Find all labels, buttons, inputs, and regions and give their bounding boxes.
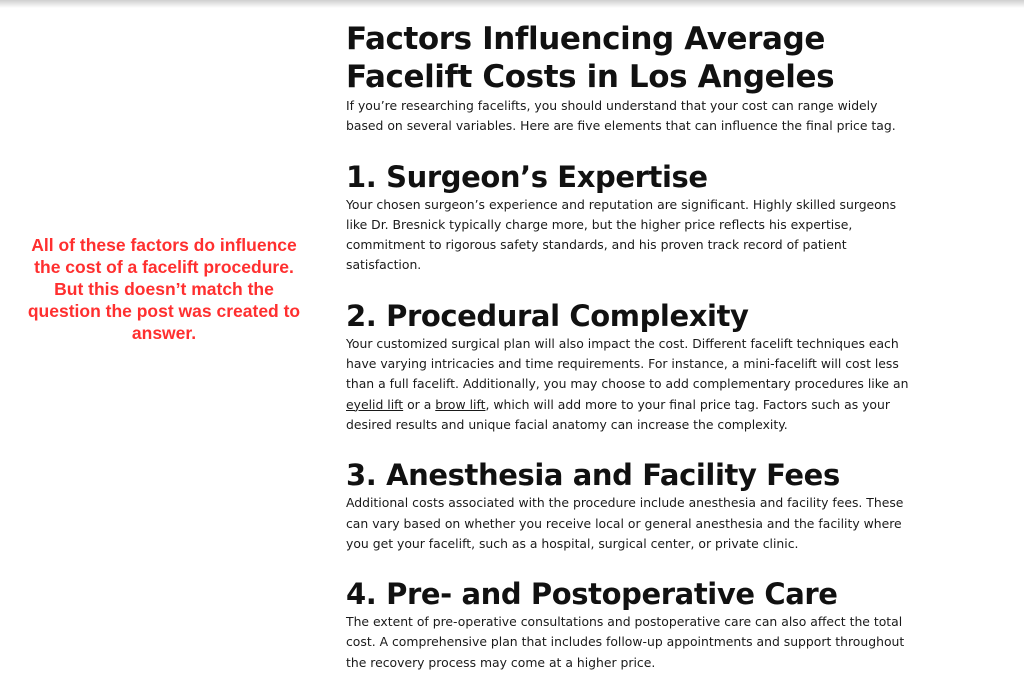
- section-heading: 1. Surgeon’s Expertise: [346, 159, 708, 194]
- section-anesthesia-facility-fees: [346, 457, 916, 554]
- section-body: Additional costs associated with the procedure include anesthesia and facility fees. These can vary based on whether you receive local or general anesthesia and the facility where you get your facelift, such as a hospital, surgical center, or private clinic.: [346, 495, 904, 551]
- eyelid-lift-link[interactable]: eyelid lift: [346, 396, 404, 412]
- section-heading: 2. Procedural Complexity: [346, 298, 749, 333]
- brow-lift-link[interactable]: brow lift: [435, 396, 486, 412]
- section-heading: 3. Anesthesia and Facility Fees: [346, 458, 840, 493]
- section-body-text: or a: [403, 396, 436, 412]
- article: [346, 20, 916, 673]
- section-body: [346, 334, 916, 435]
- section-procedural-complexity: [346, 298, 916, 435]
- section-body-text: Your customized surgical plan will also impact the cost. Different facelift techniques each have varying intricacies and time requirements. For instance, a mini-facelift will cost less than a full facelift. Additionally, you may choose to add complementary procedures like an: [346, 335, 909, 392]
- section-body-text: , which will add more to your final price tag. Factors such as your desired results and unique facial anatomy can increase the complexity.: [346, 396, 890, 432]
- article-title: Factors Influencing Average Facelift Costs in Los Angeles: [346, 21, 835, 95]
- section-body: The extent of pre-operative consultations and postoperative care can also affect the total cost. A comprehensive plan that includes follow-up appointments and support throughout the recovery process may come at a higher price.: [346, 614, 905, 670]
- top-shadow: [0, 0, 1024, 8]
- section-body: Your chosen surgeon’s experience and reputation are significant. Highly skilled surgeons like Dr. Bresnick typically charge more, but the higher price reflects his expertise, commitment to rigorous safety standards, and his proven track record of patient satisfaction.: [346, 196, 897, 273]
- article-intro: If you’re researching facelifts, you should understand that your cost can range widely based on several variables. Here are five elements that can influence the final price tag.: [346, 98, 896, 134]
- section-surgeon-expertise: [346, 159, 916, 276]
- section-pre-postoperative-care: [346, 576, 916, 673]
- section-heading: 4. Pre- and Postoperative Care: [346, 577, 838, 612]
- annotation-note: All of these factors do influence the cost of a facelift procedure. But this doesn’t match the question the post was created to answer.: [27, 235, 301, 343]
